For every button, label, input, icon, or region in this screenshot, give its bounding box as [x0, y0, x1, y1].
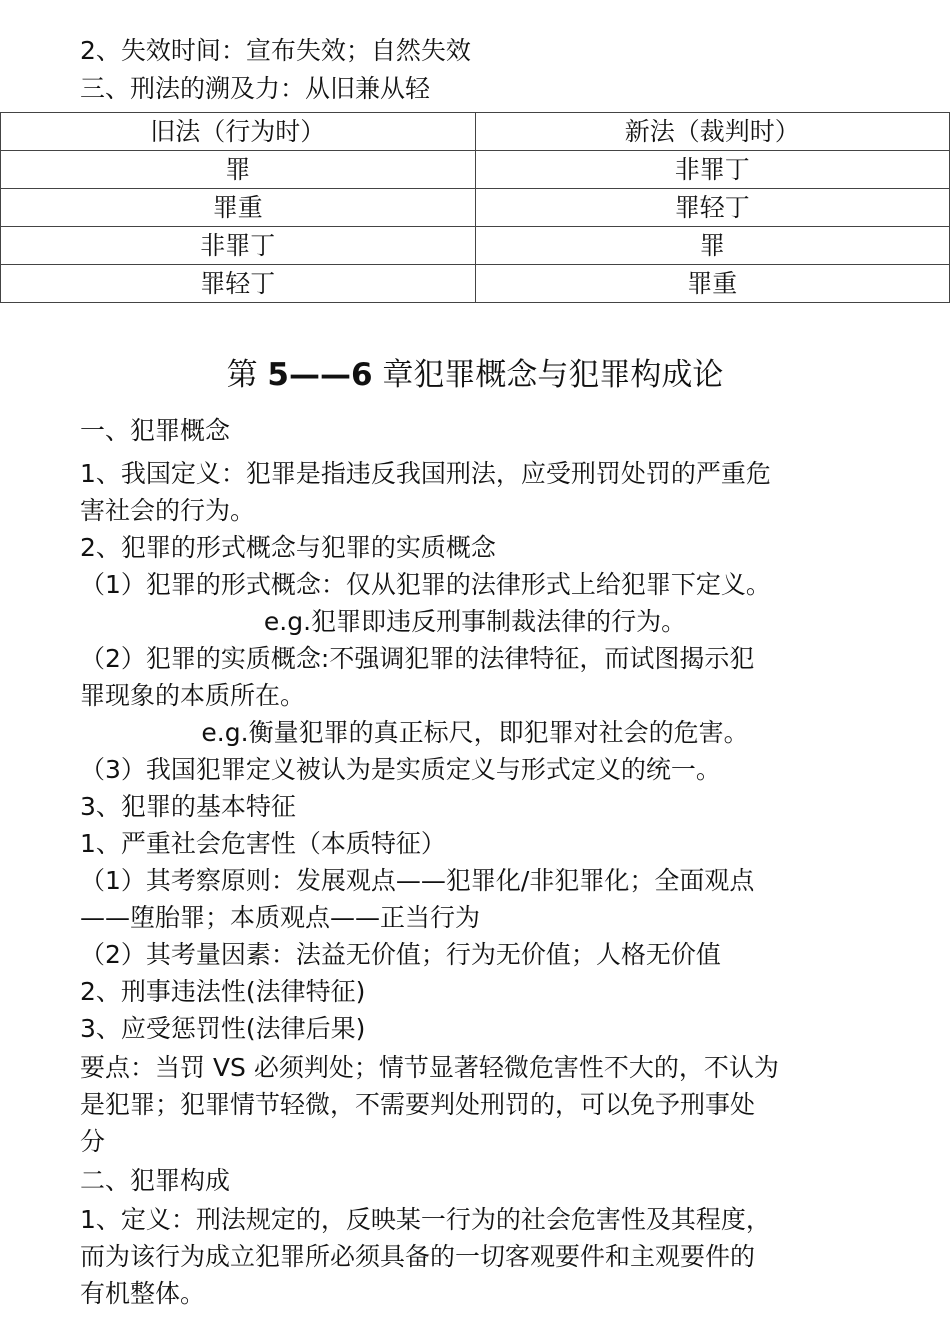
chapter-title-suffix: 章犯罪概念与犯罪构成论	[372, 357, 724, 393]
table-cell: 罪轻丁	[475, 189, 950, 227]
paragraph-keypoints-3: 分	[80, 1127, 106, 1156]
table-header-new-law: 新法（裁判时）	[475, 113, 950, 151]
table-cell: 罪	[1, 151, 476, 189]
chapter-title	[0, 352, 950, 398]
table-cell: 非罪丁	[475, 151, 950, 189]
table-cell: 非罪丁	[1, 227, 476, 265]
paragraph-substantive-concept-2: 罪现象的本质所在。	[80, 681, 306, 710]
paragraph-substantive-concept-1: （2）犯罪的实质概念:不强调犯罪的法律特征，而试图揭示犯	[80, 644, 755, 673]
paragraph-social-harm: 1、严重社会危害性（本质特征）	[80, 829, 446, 858]
paragraph-punishability: 3、应受惩罚性(法律后果)	[80, 1014, 366, 1043]
intro-line-expiry: 2、失效时间：宣布失效；自然失效	[80, 36, 471, 65]
table-header-row	[1, 113, 950, 151]
paragraph-keypoints-2: 是犯罪；犯罪情节轻微，不需要判处刑罚的，可以免予刑事处	[80, 1090, 756, 1119]
table-row	[1, 227, 950, 265]
paragraph-definition-1: 1、我国定义：犯罪是指违反我国刑法，应受刑罚处罚的严重危	[80, 459, 771, 488]
paragraph-factors: （2）其考量因素：法益无价值；行为无价值；人格无价值	[80, 940, 721, 969]
paragraph-principles-2: ——堕胎罪；本质观点——正当行为	[80, 903, 481, 932]
table-cell: 罪重	[1, 189, 476, 227]
example-substantive: e.g.衡量犯罪的真正标尺，即犯罪对社会的危害。	[201, 718, 749, 747]
intro-line-retroactivity: 三、刑法的溯及力：从旧兼从轻	[80, 74, 431, 103]
example-formal: e.g.犯罪即违反刑事制裁法律的行为。	[263, 607, 687, 636]
chapter-title-number: 5——6	[267, 357, 373, 393]
section-heading-constitution: 二、犯罪构成	[80, 1166, 231, 1195]
table-row	[1, 151, 950, 189]
paragraph-unified-definition: （3）我国犯罪定义被认为是实质定义与形式定义的统一。	[80, 755, 721, 784]
table-header-old-law: 旧法（行为时）	[1, 113, 476, 151]
table-row	[1, 265, 950, 303]
table-row	[1, 189, 950, 227]
paragraph-formal-concept: （1）犯罪的形式概念：仅从犯罪的法律形式上给犯罪下定义。	[80, 570, 771, 599]
paragraph-definition-2: 害社会的行为。	[80, 496, 256, 525]
paragraph-constitution-3: 有机整体。	[80, 1279, 206, 1308]
table-cell: 罪重	[475, 265, 950, 303]
paragraph-constitution-2: 而为该行为成立犯罪所必须具备的一切客观要件和主观要件的	[80, 1242, 756, 1271]
paragraph-illegality: 2、刑事违法性(法律特征)	[80, 977, 366, 1006]
table-cell: 罪轻丁	[1, 265, 476, 303]
retroactivity-table	[0, 112, 950, 303]
paragraph-principles-1: （1）其考察原则：发展观点——犯罪化/非犯罪化；全面观点	[80, 866, 755, 895]
chapter-title-prefix: 第	[226, 357, 268, 393]
paragraph-constitution-1: 1、定义：刑法规定的，反映某一行为的社会危害性及其程度，	[80, 1205, 771, 1234]
paragraph-formal-substantive: 2、犯罪的形式概念与犯罪的实质概念	[80, 533, 496, 562]
paragraph-basic-features: 3、犯罪的基本特征	[80, 792, 296, 821]
paragraph-keypoints-1: 要点：当罚 VS 必须判处；情节显著轻微危害性不大的，不认为	[80, 1053, 779, 1082]
section-heading-concept: 一、犯罪概念	[80, 416, 231, 445]
table-cell: 罪	[475, 227, 950, 265]
